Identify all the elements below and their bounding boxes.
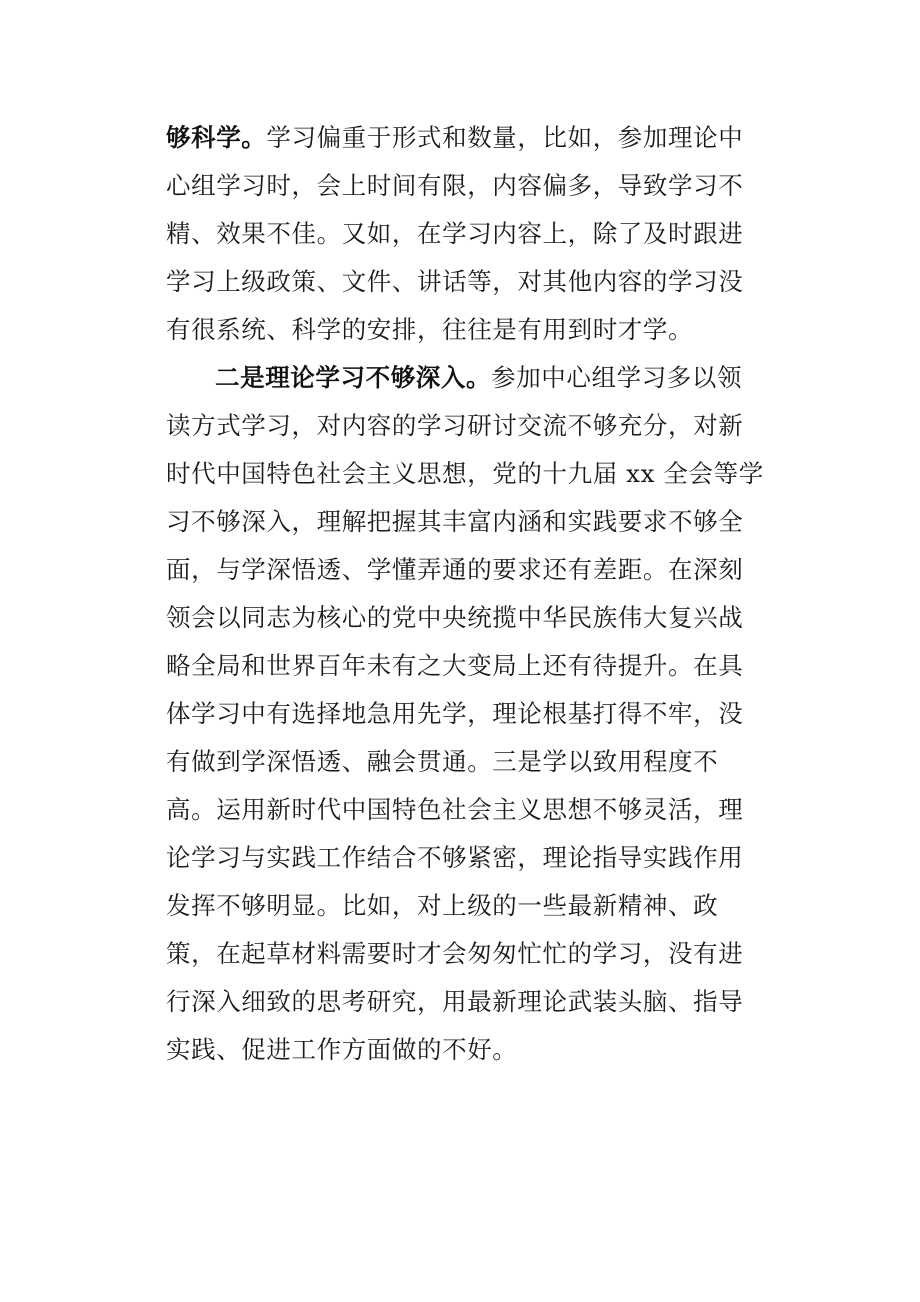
paragraph-line <box>166 738 718 786</box>
line-text: 有很系统、科学的安排，往往是有用到时才学。 <box>166 315 694 344</box>
line-text: 读方式学习，对内容的学习研讨交流不够充分，对新 <box>166 411 744 440</box>
line-text: 参加中心组学习多以领 <box>491 363 743 392</box>
paragraph-line <box>166 546 743 594</box>
paragraph-line <box>166 258 743 306</box>
line-text: 有做到学深悟透、融会贯通。三是学以致用程度不 <box>166 747 719 776</box>
paragraph-line <box>166 210 743 258</box>
line-text: 论学习与实践工作结合不够紧密，理论指导实践作用 <box>166 843 744 872</box>
paragraph-line <box>166 834 743 882</box>
section-heading: 二是理论学习不够深入。 <box>215 363 492 392</box>
bold-lead: 够科学。 <box>166 123 267 152</box>
paragraph-line <box>166 930 743 978</box>
paragraph-line <box>166 690 743 738</box>
paragraph-line <box>166 882 718 930</box>
line-text: 略全局和世界百年未有之大变局上还有待提升。在具 <box>166 651 744 680</box>
line-text: 时代中国特色社会主义思想，党的十九届 xx 全会等学 <box>166 459 764 488</box>
line-text: 策，在起草材料需要时才会匆匆忙忙的学习，没有进 <box>166 939 744 968</box>
line-text: 学习上级政策、文件、讲话等，对其他内容的学习没 <box>166 267 744 296</box>
line-text: 习不够深入，理解把握其丰富内涵和实践要求不够全 <box>166 507 744 536</box>
line-text: 实践、促进工作方面做的不好。 <box>166 1035 518 1064</box>
paragraph-line <box>166 594 743 642</box>
paragraph-line <box>166 786 743 834</box>
paragraph-line <box>166 306 693 354</box>
paragraph-line <box>166 450 764 498</box>
line-text: 学习偏重于形式和数量，比如，参加理论中 <box>266 123 744 152</box>
paragraph-line <box>166 1026 517 1074</box>
line-text: 高。运用新时代中国特色社会主义思想不够灵活，理 <box>166 795 744 824</box>
paragraph-line <box>166 162 743 210</box>
line-text: 行深入细致的思考研究，用最新理论武装头脑、指导 <box>166 987 744 1016</box>
paragraph-line <box>166 978 743 1026</box>
paragraph-line <box>166 114 743 162</box>
line-text: 领会以同志为核心的党中央统揽中华民族伟大复兴战 <box>166 603 744 632</box>
line-text: 心组学习时，会上时间有限，内容偏多，导致学习不 <box>166 171 744 200</box>
line-text: 精、效果不佳。又如，在学习内容上，除了及时跟进 <box>166 219 744 248</box>
line-text: 面，与学深悟透、学懂弄通的要求还有差距。在深刻 <box>166 555 744 584</box>
paragraph-line <box>166 642 743 690</box>
paragraph-line <box>166 402 743 450</box>
line-text: 发挥不够明显。比如，对上级的一些最新精神、政 <box>166 891 719 920</box>
paragraph-line <box>166 498 743 546</box>
paragraph-line <box>215 354 742 402</box>
line-text: 体学习中有选择地急用先学，理论根基打得不牢，没 <box>166 699 744 728</box>
